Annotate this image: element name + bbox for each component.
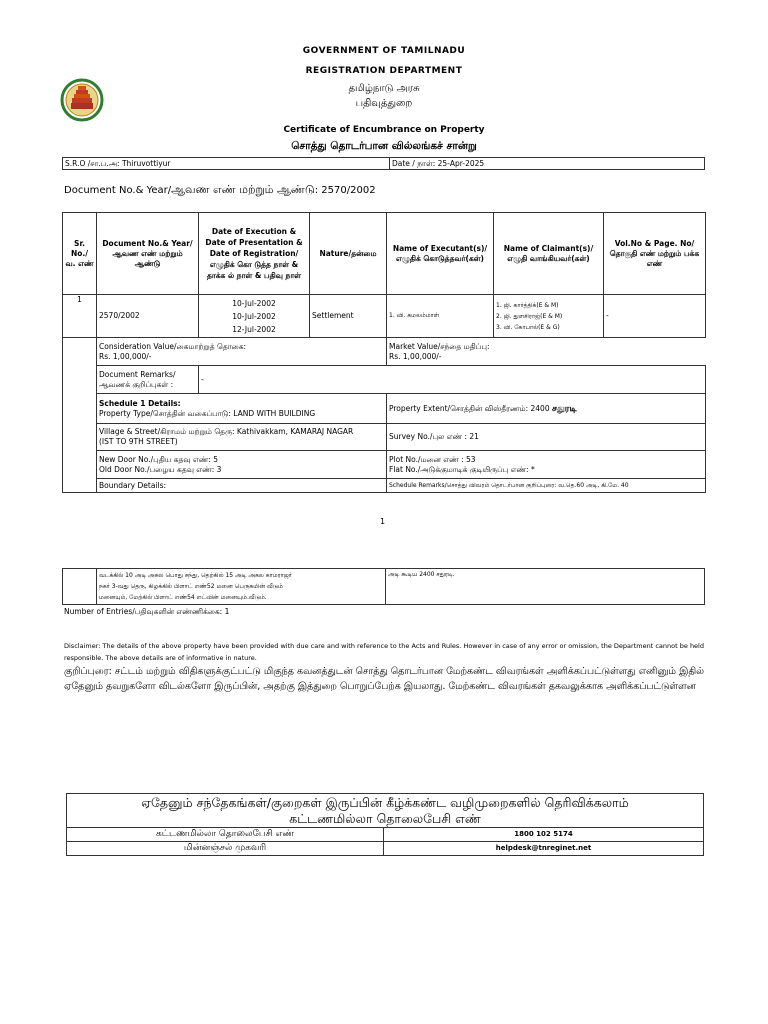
village-cell <box>97 424 387 451</box>
extent-unit: சதுரடி <box>552 403 577 414</box>
new-door: New Door No./புதிய கதவு எண்: 5 <box>99 454 219 464</box>
doc-line-value: : 2570/2002 <box>314 185 376 196</box>
contact-title-line-2: கட்டணமில்லா தொலைபேசி எண் <box>289 810 481 826</box>
gov-title-ta: தமிழ்நாடு அரசு <box>348 83 420 94</box>
row-date-presentation: 10-Jul-2002 <box>232 311 276 321</box>
property-type: Property Type/சொத்தின் வகைப்பாடு: LAND WITH BUILDING <box>99 408 316 418</box>
phone-value[interactable]: 1800 102 5174 <box>384 828 704 842</box>
row-sr: 1 <box>63 295 97 338</box>
dept-title-en: REGISTRATION DEPARTMENT <box>305 66 463 76</box>
flat-number: Flat No./அடுக்குமாடிக் குடியிருப்பு எண்: * <box>389 464 535 474</box>
old-door: Old Door No./பழைய கதவு எண்: 3 <box>99 464 222 474</box>
row-date-registration: 12-Jul-2002 <box>232 324 276 334</box>
cert-title-ta: சொத்து தொடர்பான வில்லங்கச் சான்று <box>291 140 477 152</box>
header-claimant: Name of Claimant(s)/எழுதி வாங்கியவர்(கள்) <box>494 213 604 295</box>
sro-label: S.R.O /சா.ப.அ: <box>65 158 120 168</box>
remarks-label-1: Document Remarks/ <box>99 369 176 379</box>
dept-title-ta: பதிவுத்துறை <box>355 98 413 109</box>
consideration-label: Consideration Value/கைமாற்றுத் தொகை: <box>99 341 247 351</box>
row-doc: 2570/2002 <box>97 295 199 338</box>
plot-cell <box>387 451 706 479</box>
extent-label: Property Extent/சொத்தின் விஸ்தீரணம்: 2400 <box>389 403 550 413</box>
disclaimer-ta: குறிப்புரை: சட்டம் மற்றும் விதிகளுக்குட்பட்டு மிகுந்த கவனத்துடன் சொத்து தொடர்பான மேற்கண்ட விவரங்கள் அளிக்கப்பட்டுள்ளது எனினும் இதில் ஏதேனும் தவறுகளோ விடல்களோ இருப்பின், அதற்கு இத்துறை பொறுப்பேற்க இயலாது. மேற்கண்ட விவரங்கள் தகவலுக்காக அளிக்கப்பட்டுள்ளன <box>64 666 704 692</box>
phone-label: கட்டணமில்லா தொலைபேசி எண் <box>67 828 384 842</box>
header-sr: Sr. No./ வ. எண் <box>63 213 97 295</box>
entries-count: Number of Entries/பதிவுகளின் எண்ணிக்கை: 1 <box>64 607 230 616</box>
survey-number: Survey No./புல எண் : 21 <box>387 424 706 451</box>
market-value: Rs. 1,00,000/- <box>389 351 442 361</box>
header-vol: Vol.No & Page. No/ தொகுதி எண் மற்றும் பக்க எண் <box>604 213 706 295</box>
date-label: Date / நாள்: <box>392 158 436 168</box>
row-claimant-3: 3. வி. கோபால்(E & G) <box>496 323 560 331</box>
row-claimant-1: 1. ஜி. கார்த்திக்(E & M) <box>496 301 559 309</box>
row-date-execution: 10-Jul-2002 <box>232 298 276 308</box>
boundary-line-2: நகர் 3-வது தெரு, கிழக்கில் பிளாட் எண்52 மனை பெருசுமின் வீடும் <box>99 583 283 590</box>
remarks-label-cell <box>97 366 199 394</box>
row-vol: - <box>604 295 706 338</box>
doc-line-label-en: Document No.& Year/ <box>64 185 172 196</box>
remarks-label-2: ஆவணக் குறிப்புகள் : <box>99 379 174 389</box>
doc-line-label-ta: ஆவண எண் மற்றும் ஆண்டு <box>171 183 315 196</box>
boundary-line-3: மனையும், மேற்கில் பிளாட் எண்54 எட்வின் மனையும்.வீடும். <box>99 594 267 601</box>
plot-number: Plot No./மனை எண் : 53 <box>389 454 476 464</box>
schedule-cell <box>97 394 387 424</box>
remarks-value: - <box>199 366 706 394</box>
continuation-table <box>62 568 705 605</box>
village-line-2: (IST TO 9TH STREET) <box>99 437 178 446</box>
row-dates <box>199 295 310 338</box>
header-nature: Nature/தன்மை <box>310 213 387 295</box>
email-value[interactable]: helpdesk@tnreginet.net <box>384 842 704 856</box>
schedule-remarks: Schedule Remarks/சொத்து விவரம் தொடர்பான குறிப்புரை: வ.தெ.60 அடி, கி.மே. 40 <box>387 479 706 493</box>
schedule-title: Schedule 1 Details: <box>99 398 181 408</box>
document-number-line <box>64 183 376 198</box>
boundary-line-1: வடக்கில் 10 அடி அகல பொது சந்து, தெற்கில் 15 அடி அகல காமராஜர் <box>99 572 292 579</box>
row-executant: 1. வி. கமலம்மாள் <box>387 295 494 338</box>
table-header-row <box>63 213 706 295</box>
extent-cell <box>387 394 706 424</box>
table-row <box>63 295 706 338</box>
sro-value: Thiruvottiyur <box>121 158 171 168</box>
boundary-label: Boundary Details: <box>97 479 387 493</box>
contact-title-line-1: ஏதேனும் சந்தேகங்கள்/குறைகள் இருப்பின் கீழ்க்கண்ட வழிமுறைகளில் தெரிவிக்கலாம் <box>141 794 629 810</box>
encumbrance-table <box>62 212 706 493</box>
email-label: மின்னஞ்சல் முகவரி <box>67 842 384 856</box>
consideration-cell <box>97 338 387 366</box>
header-doc: Document No.& Year/ ஆவண எண் மற்றும் ஆண்டு <box>97 213 199 295</box>
header-dates: Date of Execution & Date of Presentation & Date of Registration/ எழுதிக் கொ டுத்த நாள் & தாக்க ல் நாள் & பதிவு நாள் <box>199 213 310 295</box>
market-label: Market Value/சந்தை மதிப்பு: <box>389 341 490 351</box>
date-value: 25-Apr-2025 <box>437 158 485 168</box>
boundary-details <box>97 569 386 605</box>
row-claimant-2: 2. ஜி. துளசிராஜ்(E & M) <box>496 312 563 320</box>
consideration-value: Rs. 1,00,000/- <box>99 351 152 361</box>
header-executant: Name of Executant(s)/ எழுதிக் கொடுத்தவர்(கள்) <box>387 213 494 295</box>
page-number: 1 <box>380 517 386 526</box>
cert-title-en: Certificate of Encumbrance on Property <box>283 125 485 135</box>
schedule-remarks-continued: அடி கூடிய 2400 சதுரடி. <box>386 569 705 605</box>
market-cell <box>387 338 604 366</box>
row-nature: Settlement <box>310 295 387 338</box>
village-line-1: Village & Street/கிராமம் மற்றும் தெரு: Kathivakkam, KAMARAJ NAGAR <box>99 427 354 436</box>
door-cell <box>97 451 387 479</box>
gov-title-en: GOVERNMENT OF TAMILNADU <box>302 46 466 56</box>
contact-title <box>67 794 704 828</box>
tn-emblem-icon <box>60 78 104 122</box>
disclaimer-en: Disclaimer: The details of the above property have been provided with due care and with reference to the Acts and Rules. However in case of any error or omission, the Department cannot be held responsible. The above details are of informative in nature. <box>64 642 704 662</box>
contact-table <box>66 793 704 856</box>
sro-date-table <box>62 157 705 170</box>
row-claimants <box>494 295 604 338</box>
